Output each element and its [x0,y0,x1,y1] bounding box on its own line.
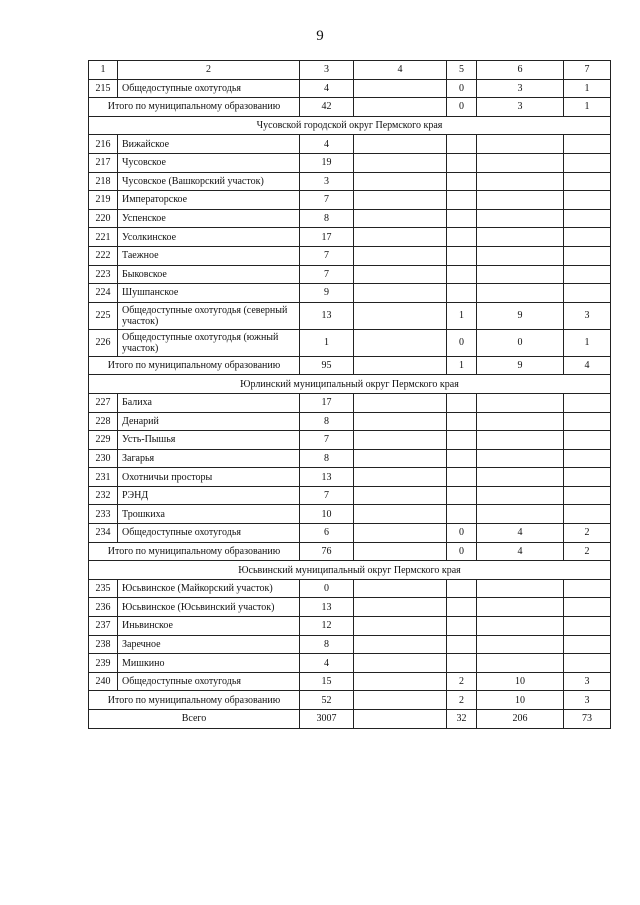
value-col-5 [447,468,477,487]
row-number-cell: 240 [89,672,118,691]
value-col-4 [354,486,447,505]
value-col-3: 7 [300,191,354,210]
value-col-5 [447,654,477,673]
value-col-4 [354,449,447,468]
value-col-3: 13 [300,302,354,329]
value-col-7 [564,246,611,265]
value-col-3: 0 [300,579,354,598]
hunting-ground-name-cell: Мишкино [118,654,300,673]
row-number-cell: 220 [89,209,118,228]
value-col-5 [447,153,477,172]
header-col-7: 7 [564,61,611,80]
row-number-cell: 231 [89,468,118,487]
value-col-4 [354,265,447,284]
row-number-cell: 221 [89,228,118,247]
hunting-ground-name-cell: Чусовское [118,153,300,172]
value-col-3: 8 [300,449,354,468]
value-col-4 [354,153,447,172]
value-col-4 [354,598,447,617]
table-row [89,598,611,617]
header-col-4: 4 [354,61,447,80]
hunting-ground-name-cell: Иньвинское [118,617,300,636]
value-col-4 [354,505,447,524]
value-col-4 [354,635,447,654]
value-col-4 [354,356,447,375]
value-col-5 [447,635,477,654]
table-row [89,79,611,98]
value-col-5 [447,579,477,598]
subtotal-row [89,356,611,375]
table-row [89,191,611,210]
header-col-2: 2 [118,61,300,80]
value-col-7 [564,172,611,191]
value-col-7: 73 [564,710,611,729]
value-col-3: 8 [300,635,354,654]
subtotal-label: Итого по муниципальному образованию [89,691,300,710]
value-col-3: 1 [300,329,354,356]
value-col-5 [447,449,477,468]
value-col-5 [447,431,477,450]
value-col-5 [447,505,477,524]
value-col-5 [447,393,477,412]
row-number-cell: 229 [89,431,118,450]
value-col-7: 2 [564,542,611,561]
value-col-4 [354,302,447,329]
hunting-ground-name-cell: Общедоступные охотугодья [118,672,300,691]
value-col-6 [477,449,564,468]
value-col-6 [477,228,564,247]
hunting-ground-name-cell: Чусовское (Вашкорский участок) [118,172,300,191]
value-col-3: 7 [300,246,354,265]
value-col-5 [447,284,477,303]
value-col-3: 4 [300,654,354,673]
row-number-cell: 216 [89,135,118,154]
row-number-cell: 230 [89,449,118,468]
hunting-ground-name-cell: Общедоступные охотугодья (южный участок) [118,329,300,356]
hunting-ground-name-cell: Таежное [118,246,300,265]
table-row [89,505,611,524]
row-number-cell: 218 [89,172,118,191]
hunting-ground-name-cell: РЭНД [118,486,300,505]
value-col-5: 32 [447,710,477,729]
table-row [89,617,611,636]
row-number-cell: 239 [89,654,118,673]
value-col-7: 2 [564,524,611,543]
value-col-5: 0 [447,98,477,117]
value-col-5: 2 [447,672,477,691]
table-row [89,284,611,303]
value-col-7: 1 [564,79,611,98]
row-number-cell: 227 [89,393,118,412]
value-col-5: 1 [447,356,477,375]
value-col-3: 19 [300,153,354,172]
value-col-6 [477,153,564,172]
value-col-4 [354,209,447,228]
table-row [89,172,611,191]
table-row [89,329,611,356]
hunting-ground-name-cell: Юсьвинское (Юсьвинский участок) [118,598,300,617]
hunting-ground-name-cell: Шушпанское [118,284,300,303]
value-col-6 [477,191,564,210]
value-col-3: 8 [300,209,354,228]
subtotal-label: Итого по муниципальному образованию [89,98,300,117]
value-col-4 [354,672,447,691]
subtotal-row [89,542,611,561]
value-col-4 [354,191,447,210]
value-col-6: 9 [477,356,564,375]
row-number-cell: 234 [89,524,118,543]
row-number-cell: 226 [89,329,118,356]
value-col-6 [477,579,564,598]
value-col-3: 9 [300,284,354,303]
value-col-4 [354,412,447,431]
page-number: 9 [316,28,324,44]
value-col-4 [354,98,447,117]
table-row [89,672,611,691]
row-number-cell: 235 [89,579,118,598]
value-col-7 [564,579,611,598]
grand-total-row [89,710,611,729]
hunting-ground-name-cell: Общедоступные охотугодья [118,524,300,543]
subtotal-row [89,98,611,117]
hunting-ground-name-cell: Императорское [118,191,300,210]
value-col-3: 8 [300,412,354,431]
section-header-row [89,375,611,394]
value-col-3: 95 [300,356,354,375]
section-title: Юсьвинский муниципальный округ Пермского края [89,561,611,580]
value-col-3: 42 [300,98,354,117]
value-col-5 [447,265,477,284]
value-col-4 [354,172,447,191]
value-col-5: 2 [447,691,477,710]
table-row [89,265,611,284]
table-row [89,209,611,228]
value-col-4 [354,579,447,598]
value-col-6: 4 [477,542,564,561]
table-row [89,246,611,265]
value-col-6: 10 [477,672,564,691]
value-col-6 [477,654,564,673]
value-col-5 [447,172,477,191]
hunting-ground-name-cell: Усть-Пышья [118,431,300,450]
hunting-ground-name-cell: Заречное [118,635,300,654]
value-col-7 [564,617,611,636]
value-col-4 [354,524,447,543]
value-col-3: 13 [300,468,354,487]
value-col-5: 0 [447,329,477,356]
value-col-5 [447,617,477,636]
hunting-ground-name-cell: Юсьвинское (Майкорский участок) [118,579,300,598]
value-col-6 [477,209,564,228]
value-col-6 [477,505,564,524]
value-col-7: 1 [564,98,611,117]
value-col-5 [447,412,477,431]
value-col-7: 3 [564,672,611,691]
hunting-ground-name-cell: Охотничьи просторы [118,468,300,487]
value-col-4 [354,79,447,98]
row-number-cell: 228 [89,412,118,431]
value-col-6 [477,635,564,654]
value-col-7: 3 [564,691,611,710]
value-col-6: 3 [477,79,564,98]
value-col-7: 3 [564,302,611,329]
row-number-cell: 233 [89,505,118,524]
value-col-4 [354,542,447,561]
value-col-6: 10 [477,691,564,710]
value-col-3: 76 [300,542,354,561]
table-row [89,635,611,654]
value-col-7: 4 [564,356,611,375]
table-row [89,524,611,543]
value-col-7 [564,598,611,617]
subtotal-row [89,691,611,710]
value-col-7: 1 [564,329,611,356]
value-col-4 [354,654,447,673]
value-col-6: 9 [477,302,564,329]
value-col-4 [354,468,447,487]
value-col-3: 6 [300,524,354,543]
row-number-cell: 237 [89,617,118,636]
value-col-7 [564,449,611,468]
table-row [89,302,611,329]
value-col-6: 4 [477,524,564,543]
hunting-ground-name-cell: Вижайское [118,135,300,154]
value-col-5 [447,228,477,247]
table-row [89,135,611,154]
value-col-3: 17 [300,228,354,247]
header-col-1: 1 [89,61,118,80]
value-col-7 [564,431,611,450]
hunting-grounds-table [88,60,611,729]
value-col-4 [354,329,447,356]
value-col-7 [564,505,611,524]
hunting-ground-name-cell: Быковское [118,265,300,284]
value-col-6: 3 [477,98,564,117]
section-title: Чусовской городской округ Пермского края [89,116,611,135]
table-row [89,228,611,247]
section-header-row [89,116,611,135]
row-number-cell: 236 [89,598,118,617]
value-col-5 [447,135,477,154]
table-row [89,153,611,172]
value-col-7 [564,284,611,303]
value-col-6 [477,617,564,636]
value-col-5 [447,486,477,505]
value-col-5 [447,209,477,228]
row-number-cell: 223 [89,265,118,284]
value-col-5: 0 [447,524,477,543]
value-col-4 [354,135,447,154]
value-col-3: 7 [300,431,354,450]
header-col-3: 3 [300,61,354,80]
value-col-3: 10 [300,505,354,524]
value-col-3: 13 [300,598,354,617]
row-number-cell: 225 [89,302,118,329]
table-row [89,449,611,468]
hunting-ground-name-cell: Трошкиха [118,505,300,524]
value-col-6 [477,265,564,284]
value-col-7 [564,393,611,412]
value-col-3: 4 [300,135,354,154]
table-body [89,79,611,728]
value-col-3: 15 [300,672,354,691]
hunting-ground-name-cell: Усолкинское [118,228,300,247]
value-col-6 [477,486,564,505]
table-row [89,486,611,505]
subtotal-label: Итого по муниципальному образованию [89,356,300,375]
value-col-5: 0 [447,79,477,98]
value-col-4 [354,431,447,450]
value-col-3: 3007 [300,710,354,729]
row-number-cell: 219 [89,191,118,210]
value-col-3: 3 [300,172,354,191]
value-col-4 [354,710,447,729]
value-col-3: 7 [300,265,354,284]
value-col-7 [564,486,611,505]
value-col-7 [564,412,611,431]
value-col-7 [564,153,611,172]
value-col-6: 206 [477,710,564,729]
value-col-6: 0 [477,329,564,356]
table-row [89,393,611,412]
value-col-7 [564,228,611,247]
value-col-3: 12 [300,617,354,636]
grand-total-label: Всего [89,710,300,729]
row-number-cell: 232 [89,486,118,505]
value-col-7 [564,635,611,654]
value-col-3: 7 [300,486,354,505]
table-row [89,431,611,450]
table-row [89,412,611,431]
value-col-3: 17 [300,393,354,412]
row-number-cell: 215 [89,79,118,98]
value-col-7 [564,265,611,284]
value-col-5 [447,598,477,617]
value-col-5 [447,246,477,265]
value-col-4 [354,284,447,303]
table-row [89,579,611,598]
value-col-6 [477,598,564,617]
value-col-4 [354,617,447,636]
table-header-row [89,61,611,80]
value-col-4 [354,228,447,247]
value-col-7 [564,191,611,210]
row-number-cell: 217 [89,153,118,172]
hunting-ground-name-cell: Загарья [118,449,300,468]
value-col-6 [477,468,564,487]
value-col-5: 1 [447,302,477,329]
subtotal-label: Итого по муниципальному образованию [89,542,300,561]
value-col-4 [354,246,447,265]
value-col-5 [447,191,477,210]
row-number-cell: 238 [89,635,118,654]
table-row [89,468,611,487]
value-col-6 [477,431,564,450]
header-col-5: 5 [447,61,477,80]
value-col-7 [564,654,611,673]
hunting-ground-name-cell: Денарий [118,412,300,431]
row-number-cell: 224 [89,284,118,303]
value-col-6 [477,393,564,412]
table-row [89,654,611,673]
value-col-3: 4 [300,79,354,98]
value-col-5: 0 [447,542,477,561]
value-col-4 [354,393,447,412]
hunting-ground-name-cell: Общедоступные охотугодья [118,79,300,98]
value-col-6 [477,412,564,431]
hunting-ground-name-cell: Общедоступные охотугодья (северный участок) [118,302,300,329]
header-col-6: 6 [477,61,564,80]
value-col-7 [564,135,611,154]
section-header-row [89,561,611,580]
value-col-6 [477,172,564,191]
hunting-ground-name-cell: Успенское [118,209,300,228]
section-title: Юрлинский муниципальный округ Пермского края [89,375,611,394]
hunting-ground-name-cell: Балиха [118,393,300,412]
value-col-7 [564,209,611,228]
row-number-cell: 222 [89,246,118,265]
value-col-6 [477,246,564,265]
value-col-7 [564,468,611,487]
value-col-4 [354,691,447,710]
value-col-6 [477,284,564,303]
value-col-6 [477,135,564,154]
value-col-3: 52 [300,691,354,710]
